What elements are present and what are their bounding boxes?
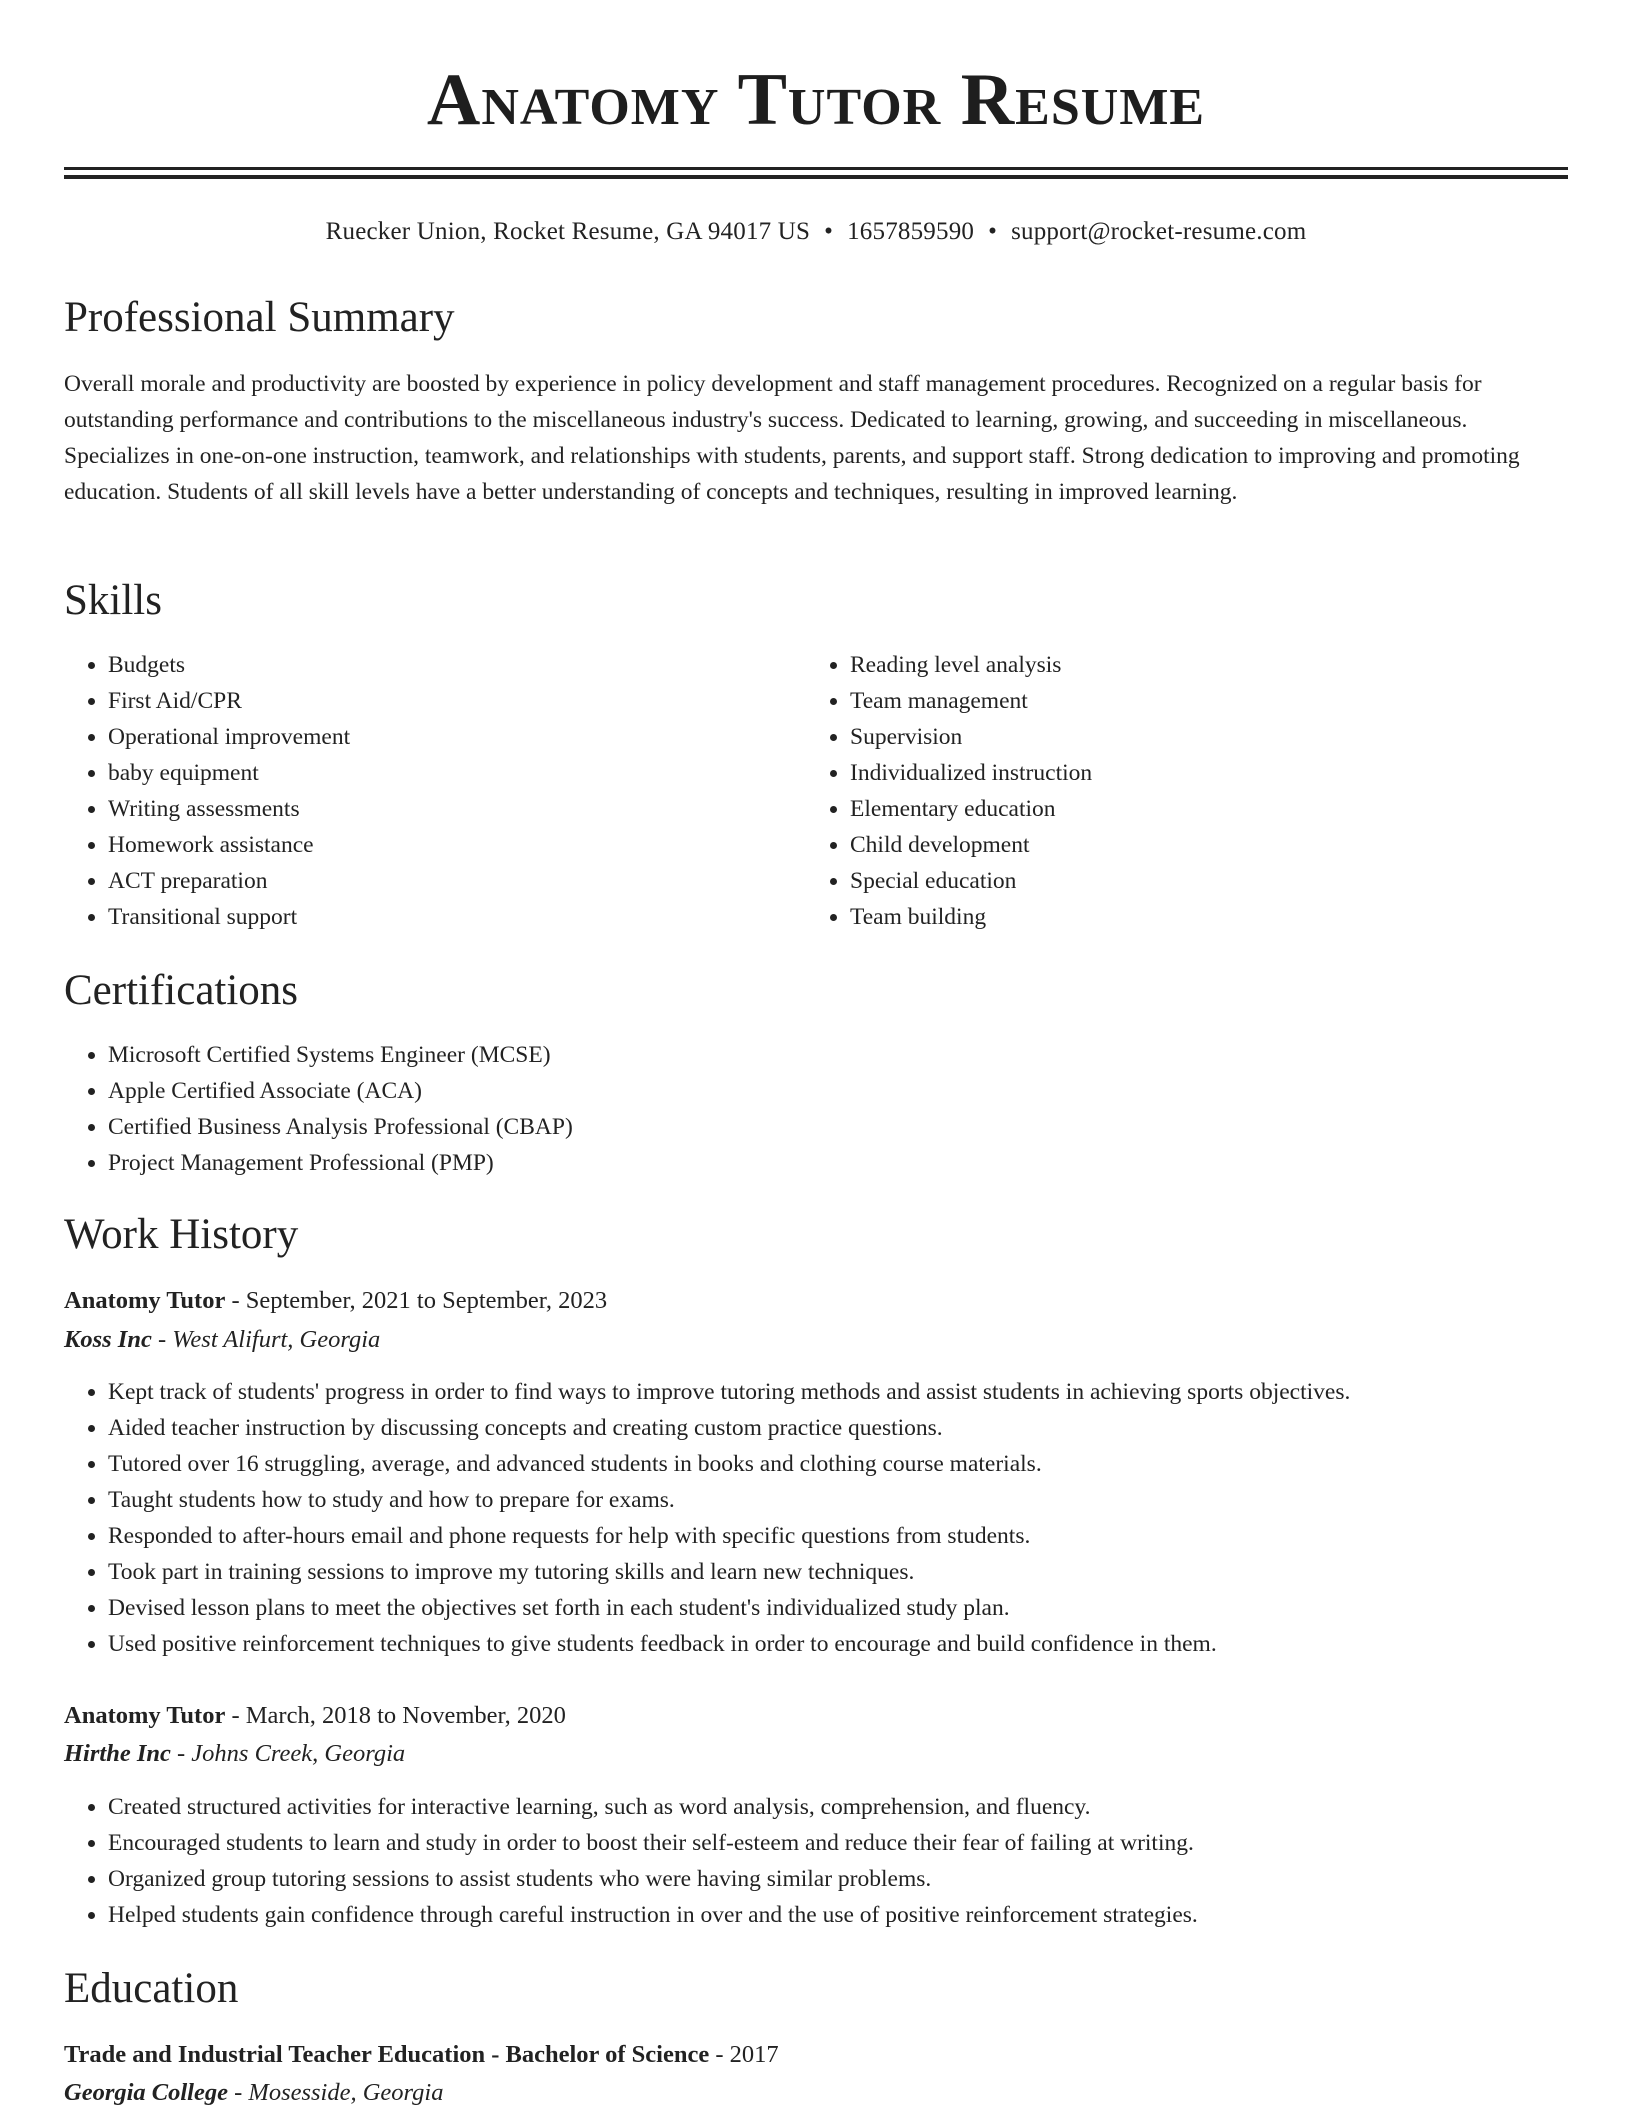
education-degree-line: Trade and Industrial Teacher Education - Bachelor of Science - 2017: [64, 2041, 779, 2068]
summary-text: Overall morale and productivity are boosted by experience in policy development and staff management procedures. Recognized on a regular basis for outstanding performance and contributions to the miscellaneous industry's success. Dedicated to learning, growing, and succeeding in miscellaneous. Specializes in one-on-one instruction, teamwork, and relationships with students, parents, and support staff. Strong dedication to improving and promoting education. Students of all skill levels have a better understanding of concepts and techniques, resulting in improved learning.: [64, 371, 1520, 505]
education-school-line: Georgia College - Mosesside, Georgia: [64, 2079, 444, 2106]
contact-line: [0, 214, 1632, 250]
company-name: Hirthe Inc: [64, 1740, 171, 1767]
job-bullet: • Created structured activities for interactive learning, such as word analysis, comprehension, and fluency.: [108, 1789, 1608, 1825]
job-dates: March, 2018 to November, 2020: [245, 1702, 566, 1729]
job-dates: September, 2021 to September, 2023: [245, 1287, 608, 1314]
skill-item: • Transitional support: [108, 899, 808, 935]
job-bullet: • Encouraged students to learn and study in order to boost their self-esteem and reduce their fear of failing at writing.: [108, 1825, 1608, 1861]
contact-separator: •: [988, 218, 998, 245]
skill-item: • Team building: [850, 899, 1550, 935]
skill-item: • ACT preparation: [108, 863, 808, 899]
skill-item: • Writing assessments: [108, 791, 808, 827]
job-bullet: • Organized group tutoring sessions to assist students who were having similar problems.: [108, 1861, 1608, 1897]
certifications-heading: Certifications: [64, 967, 299, 1014]
contact-separator: •: [824, 218, 834, 245]
education-school: Georgia College: [64, 2079, 228, 2106]
job-title: Anatomy Tutor: [64, 1287, 226, 1314]
title-divider-top: [64, 167, 1568, 170]
skill-item: • Homework assistance: [108, 827, 808, 863]
job-bullet: • Took part in training sessions to improve my tutoring skills and learn new techniques.: [108, 1554, 1608, 1590]
contact-phone: 1657859590: [847, 218, 975, 245]
job-bullet: • Devised lesson plans to meet the objectives set forth in each student's individualized study plan.: [108, 1590, 1608, 1626]
skill-item: • Elementary education: [850, 791, 1550, 827]
company-name: Koss Inc: [64, 1326, 152, 1353]
job-title-line: Anatomy Tutor - March, 2018 to November, 2020: [64, 1702, 566, 1729]
job-bullet: • Kept track of students' progress in order to find ways to improve tutoring methods and assist students in achieving sports objectives.: [108, 1374, 1608, 1410]
title-divider-bottom: [64, 175, 1568, 179]
job-bullet: • Used positive reinforcement techniques to give students feedback in order to encourage and build confidence in them.: [108, 1626, 1608, 1662]
certification-item: • Project Management Professional (PMP): [108, 1145, 1588, 1181]
skill-item: • Supervision: [850, 719, 1550, 755]
skill-item: • Budgets: [108, 647, 808, 683]
job-bullet: • Aided teacher instruction by discussing concepts and creating custom practice questions.: [108, 1410, 1608, 1446]
contact-address: Ruecker Union, Rocket Resume, GA 94017 US: [325, 218, 811, 245]
job-company-line: Koss Inc - West Alifurt, Georgia: [64, 1326, 381, 1353]
skill-item: • baby equipment: [108, 755, 808, 791]
summary-heading: Professional Summary: [64, 294, 455, 341]
company-location: West Alifurt, Georgia: [172, 1326, 381, 1353]
job-bullet: • Helped students gain confidence through careful instruction in over and the use of positive reinforcement strategies.: [108, 1897, 1608, 1933]
education-location: Mosesside, Georgia: [248, 2079, 444, 2106]
skill-item: • Child development: [850, 827, 1550, 863]
education-heading: Education: [64, 1965, 239, 2012]
skill-item: • Reading level analysis: [850, 647, 1550, 683]
skill-item: • First Aid/CPR: [108, 683, 808, 719]
skills-heading: Skills: [64, 577, 162, 624]
job-title-line: Anatomy Tutor - September, 2021 to September, 2023: [64, 1287, 608, 1314]
job-bullet: • Responded to after-hours email and phone requests for help with specific questions from students.: [108, 1518, 1608, 1554]
company-location: Johns Creek, Georgia: [191, 1740, 406, 1767]
skill-item: • Team management: [850, 683, 1550, 719]
skills-list-left: [64, 647, 808, 935]
skills-list-right: [806, 647, 1550, 935]
job-bullets: [64, 1374, 1608, 1662]
resume-title: Anatomy Tutor Resume: [426, 59, 1206, 141]
skill-item: • Individualized instruction: [850, 755, 1550, 791]
certification-item: • Certified Business Analysis Professional (CBAP): [108, 1109, 1588, 1145]
skill-item: • Operational improvement: [108, 719, 808, 755]
education-degree: Trade and Industrial Teacher Education - Bachelor of Science: [64, 2041, 710, 2068]
job-bullet: • Tutored over 16 struggling, average, and advanced students in books and clothing course materials.: [108, 1446, 1608, 1482]
job-bullet: • Taught students how to study and how to prepare for exams.: [108, 1482, 1608, 1518]
education-year: 2017: [729, 2041, 779, 2068]
certifications-list: [64, 1037, 1588, 1181]
certification-item: • Microsoft Certified Systems Engineer (MCSE): [108, 1037, 1588, 1073]
job-title: Anatomy Tutor: [64, 1702, 226, 1729]
job-bullets: [64, 1789, 1608, 1933]
skill-item: • Special education: [850, 863, 1550, 899]
work-history-heading: Work History: [64, 1211, 299, 1258]
job-company-line: Hirthe Inc - Johns Creek, Georgia: [64, 1740, 406, 1767]
certification-item: • Apple Certified Associate (ACA): [108, 1073, 1588, 1109]
contact-email: support@rocket-resume.com: [1011, 218, 1307, 245]
